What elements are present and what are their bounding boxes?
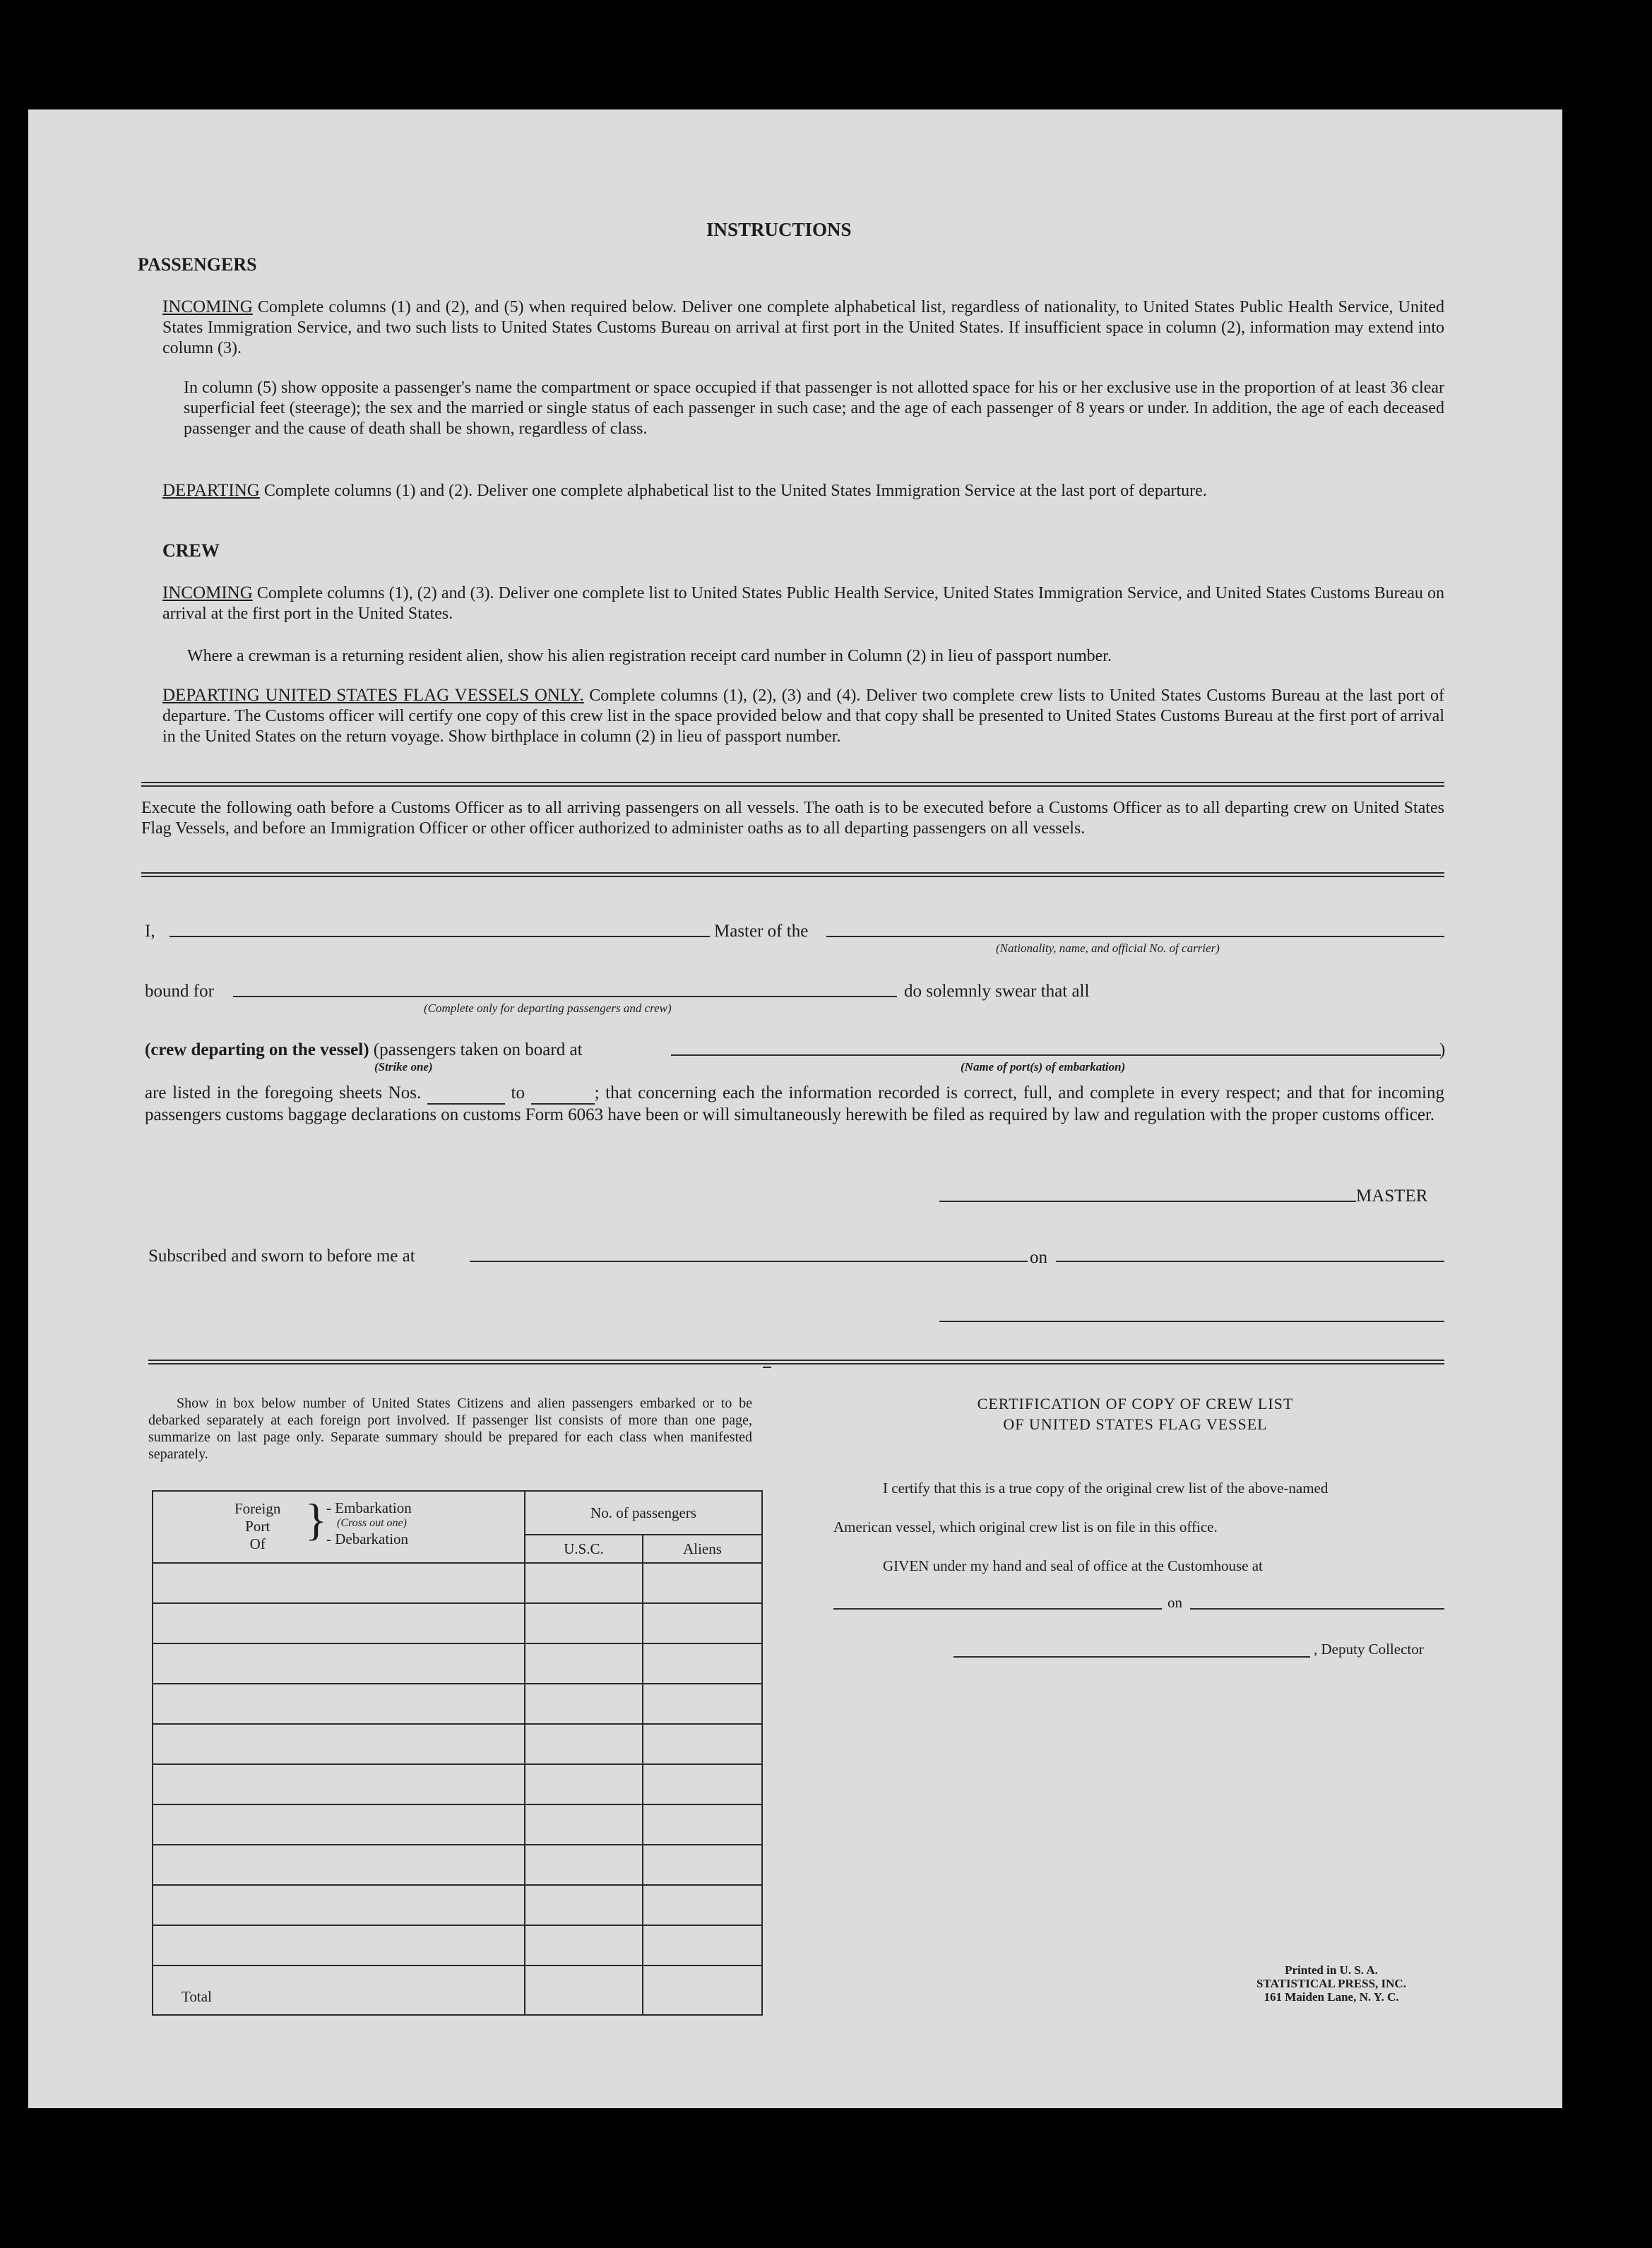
master-of-the-label: Master of the (710, 922, 812, 941)
port-cell[interactable] (153, 1563, 525, 1603)
oath-i: I, (145, 922, 155, 941)
close-paren: ) (1439, 1040, 1446, 1059)
passengers-heading: PASSENGERS (138, 254, 257, 275)
passengers-departing-text: Complete columns (1) and (2). Deliver one complete alphabetical list to the United States Immigration Service at the last port of departure. (263, 482, 1207, 500)
departing-label: DEPARTING (162, 481, 260, 500)
crew-incoming (162, 583, 1444, 624)
bound-for-label: bound for (145, 982, 214, 1001)
oath-body: ; that concerning each the information recorded is correct, full, and complete in every respect; and that for incoming passengers customs baggage declarations on customs Form 6063 have been or will simultaneously herewith be filed as required by law and regulation with the proper customs officer. (145, 1083, 1444, 1124)
subscribed-place-field[interactable] (470, 1261, 1028, 1262)
given-text: GIVEN under my hand and seal of office at the Customhouse at (883, 1557, 1263, 1574)
subscribed-date-field[interactable] (1056, 1261, 1444, 1262)
table-row (153, 1603, 762, 1643)
aliens-cell[interactable] (643, 1724, 762, 1764)
usc-header: U.S.C. (525, 1535, 643, 1563)
brace-icon: } (305, 1494, 327, 1545)
master-name-field[interactable] (170, 936, 724, 937)
usc-cell[interactable] (525, 1563, 643, 1603)
printer-line1: Printed in U. S. A. (1285, 1963, 1378, 1977)
passengers-departing (162, 480, 1444, 501)
port-caption: (Name of port(s) of embarkation) (961, 1060, 1126, 1074)
table-row (153, 1764, 762, 1804)
printer-line2: STATISTICAL PRESS, INC. (1256, 1977, 1406, 1990)
aliens-cell[interactable] (643, 1925, 762, 1965)
certification-on-label: on (1167, 1594, 1182, 1611)
passenger-summary-table (152, 1490, 763, 2016)
master-label: MASTER (1356, 1187, 1428, 1206)
port-cell[interactable] (153, 1925, 525, 1965)
embarkation-option[interactable]: - Embarkation (326, 1499, 412, 1516)
crew-departing-label: DEPARTING UNITED STATES FLAG VESSELS ONLY. (162, 686, 584, 705)
certification-title-line2: OF UNITED STATES FLAG VESSEL (1003, 1415, 1268, 1433)
port-cell[interactable] (153, 1684, 525, 1724)
deputy-signature-field[interactable] (953, 1656, 1310, 1658)
divider-top (141, 782, 1444, 787)
form-page (28, 109, 1562, 2108)
port-cell[interactable] (153, 1603, 525, 1643)
table-row (153, 1804, 762, 1845)
embarkation-port-field[interactable] (671, 1054, 1441, 1056)
usc-cell[interactable] (525, 1643, 643, 1684)
sheets-label: are listed in the foregoing sheets Nos. (145, 1083, 422, 1102)
subscribed-on-label: on (1030, 1248, 1047, 1267)
crew-departing-option[interactable]: (crew departing on the vessel) (145, 1040, 369, 1059)
table-row (153, 1724, 762, 1764)
port-label: Port (245, 1518, 271, 1535)
port-cell[interactable] (153, 1724, 525, 1764)
foreign-label: Foreign (234, 1500, 281, 1517)
instructions-title: INSTRUCTIONS (706, 219, 852, 240)
port-cell[interactable] (153, 1804, 525, 1845)
subscribed-label: Subscribed and sworn to before me at (148, 1247, 415, 1266)
of-label: Of (249, 1535, 266, 1552)
aliens-cell[interactable] (643, 1804, 762, 1845)
oath-intro: Execute the following oath before a Customs Officer as to all arriving passengers on all vessels. The oath is to be executed before a Customs Officer as to all departing crew on United States Flag Vessels, and before an Immigration Officer or other officer authorized to administer oaths as to all departing passengers on all vessels. (141, 799, 1444, 838)
usc-cell[interactable] (525, 1804, 643, 1845)
oath-sheets-text (145, 1083, 1444, 1125)
passengers-incoming (162, 297, 1444, 359)
aliens-header: Aliens (643, 1535, 762, 1563)
port-cell[interactable] (153, 1885, 525, 1925)
aliens-cell[interactable] (643, 1764, 762, 1804)
divider-oath (141, 872, 1444, 877)
master-signature-field[interactable] (939, 1201, 1356, 1202)
sheet-to-field[interactable] (531, 1083, 595, 1105)
crew-resident-text: Where a crewman is a returning resident alien, show his alien registration receipt card number in Column (2) in lieu of passport number. (187, 647, 1112, 665)
port-cell[interactable] (153, 1764, 525, 1804)
debarkation-option[interactable]: - Debarkation (326, 1530, 409, 1547)
printer-mark (1229, 1963, 1434, 2004)
column5-text: In column (5) show opposite a passenger's name the compartment or space occupied if that passenger is not allotted space for his or her exclusive use in the proportion of at least 36 clear superficial feet (steerage); the sex and the married or single status of each passenger in such case; and the age of each passenger of 8 years or under. In addition, the age of each deceased passenger and the cause of death shall be shown, regardless of class. (184, 379, 1444, 438)
port-cell[interactable] (153, 1845, 525, 1885)
table-row (153, 1885, 762, 1925)
certification-title-line1: CERTIFICATION OF COPY OF CREW LIST (977, 1395, 1294, 1413)
summary-instructions: Show in box below number of United States Citizens and alien passengers embarked or to be debarked separately at each foreign port involved. If passenger list consists of more than one page, summarize on last page only. Separate summary should be prepared for each class when manifested separately. (148, 1396, 752, 1462)
table-row (153, 1925, 762, 1965)
aliens-cell[interactable] (643, 1845, 762, 1885)
certification-date-field[interactable] (1190, 1608, 1444, 1610)
bound-for-field[interactable] (233, 996, 897, 997)
usc-cell[interactable] (525, 1603, 643, 1643)
sheet-from-field[interactable] (427, 1083, 505, 1105)
crew-incoming-text: Complete columns (1), (2) and (3). Deliver one complete list to United States Public Health Service, United States Immigration Service, and United States Customs Bureau on arrival at the first port in the United States. (162, 584, 1445, 623)
cross-out-caption: (Cross out one) (337, 1517, 407, 1529)
certification-title (826, 1393, 1444, 1434)
bound-caption: (Complete only for departing passengers and crew) (424, 1001, 672, 1015)
foreign-port-header (153, 1491, 525, 1563)
aliens-cell[interactable] (643, 1643, 762, 1684)
crew-heading: CREW (162, 540, 220, 561)
total-row (153, 1965, 762, 2015)
table-row (153, 1845, 762, 1885)
carrier-caption: (Nationality, name, and official No. of carrier) (996, 941, 1220, 955)
crew-departing (162, 685, 1444, 747)
total-aliens-cell[interactable] (643, 1965, 762, 2015)
carrier-field[interactable] (826, 936, 1444, 937)
crew-departing-text: Complete columns (1), (2), (3) and (4). Deliver two complete crew lists to United States Customs Bureau at the last port of departure. The Customs officer will certify one copy of this crew list in the space provided below and that copy shall be presented to United States Customs Bureau at the first port of arrival in the United States on the return voyage. Show birthplace in column (2) in lieu of passport number. (162, 686, 1444, 746)
usc-cell[interactable] (525, 1925, 643, 1965)
incoming-label: INCOMING (162, 297, 253, 316)
printer-line3: 161 Maiden Lane, N. Y. C. (1264, 1990, 1399, 2004)
to-label: to (511, 1083, 525, 1102)
no-passengers-header: No. of passengers (525, 1491, 762, 1535)
swear-text: do solemnly swear that all (904, 982, 1090, 1001)
crew-passenger-choice (145, 1040, 583, 1060)
usc-cell[interactable] (525, 1724, 643, 1764)
usc-cell[interactable] (525, 1885, 643, 1925)
table-row (153, 1684, 762, 1724)
divider-bottom (148, 1360, 1444, 1364)
passengers-incoming-text: Complete columns (1) and (2), and (5) when required below. Deliver one complete alphabetical list, regardless of nationality, to United States Public Health Service, United States Immigration Service, and two such lists to United States Customs Bureau on arrival at first port in the United States. If insufficient space in column (2), information may extend into column (3). (162, 298, 1445, 357)
certify-text: I certify that this is a true copy of the original crew list of the above-named (883, 1480, 1329, 1497)
usc-cell[interactable] (525, 1764, 643, 1804)
officer-signature-field[interactable] (939, 1321, 1444, 1322)
strike-one-caption: (Strike one) (374, 1060, 433, 1074)
aliens-cell[interactable] (643, 1684, 762, 1724)
crew-incoming-label: INCOMING (162, 583, 253, 602)
passengers-taken-option[interactable]: (passengers taken on board at (373, 1040, 583, 1059)
aliens-cell[interactable] (643, 1885, 762, 1925)
usc-cell[interactable] (525, 1845, 643, 1885)
aliens-cell[interactable] (643, 1603, 762, 1643)
port-cell[interactable] (153, 1643, 525, 1684)
table-row (153, 1643, 762, 1684)
american-vessel-text: American vessel, which original crew list is on file in this office. (833, 1518, 1218, 1535)
dash-mark (763, 1367, 771, 1368)
customhouse-field[interactable] (833, 1608, 1162, 1610)
usc-cell[interactable] (525, 1684, 643, 1724)
total-usc-cell[interactable] (525, 1965, 643, 2015)
total-label: Total (153, 1965, 525, 2015)
aliens-cell[interactable] (643, 1563, 762, 1603)
deputy-collector-label: , Deputy Collector (1314, 1641, 1424, 1658)
table-row (153, 1563, 762, 1603)
